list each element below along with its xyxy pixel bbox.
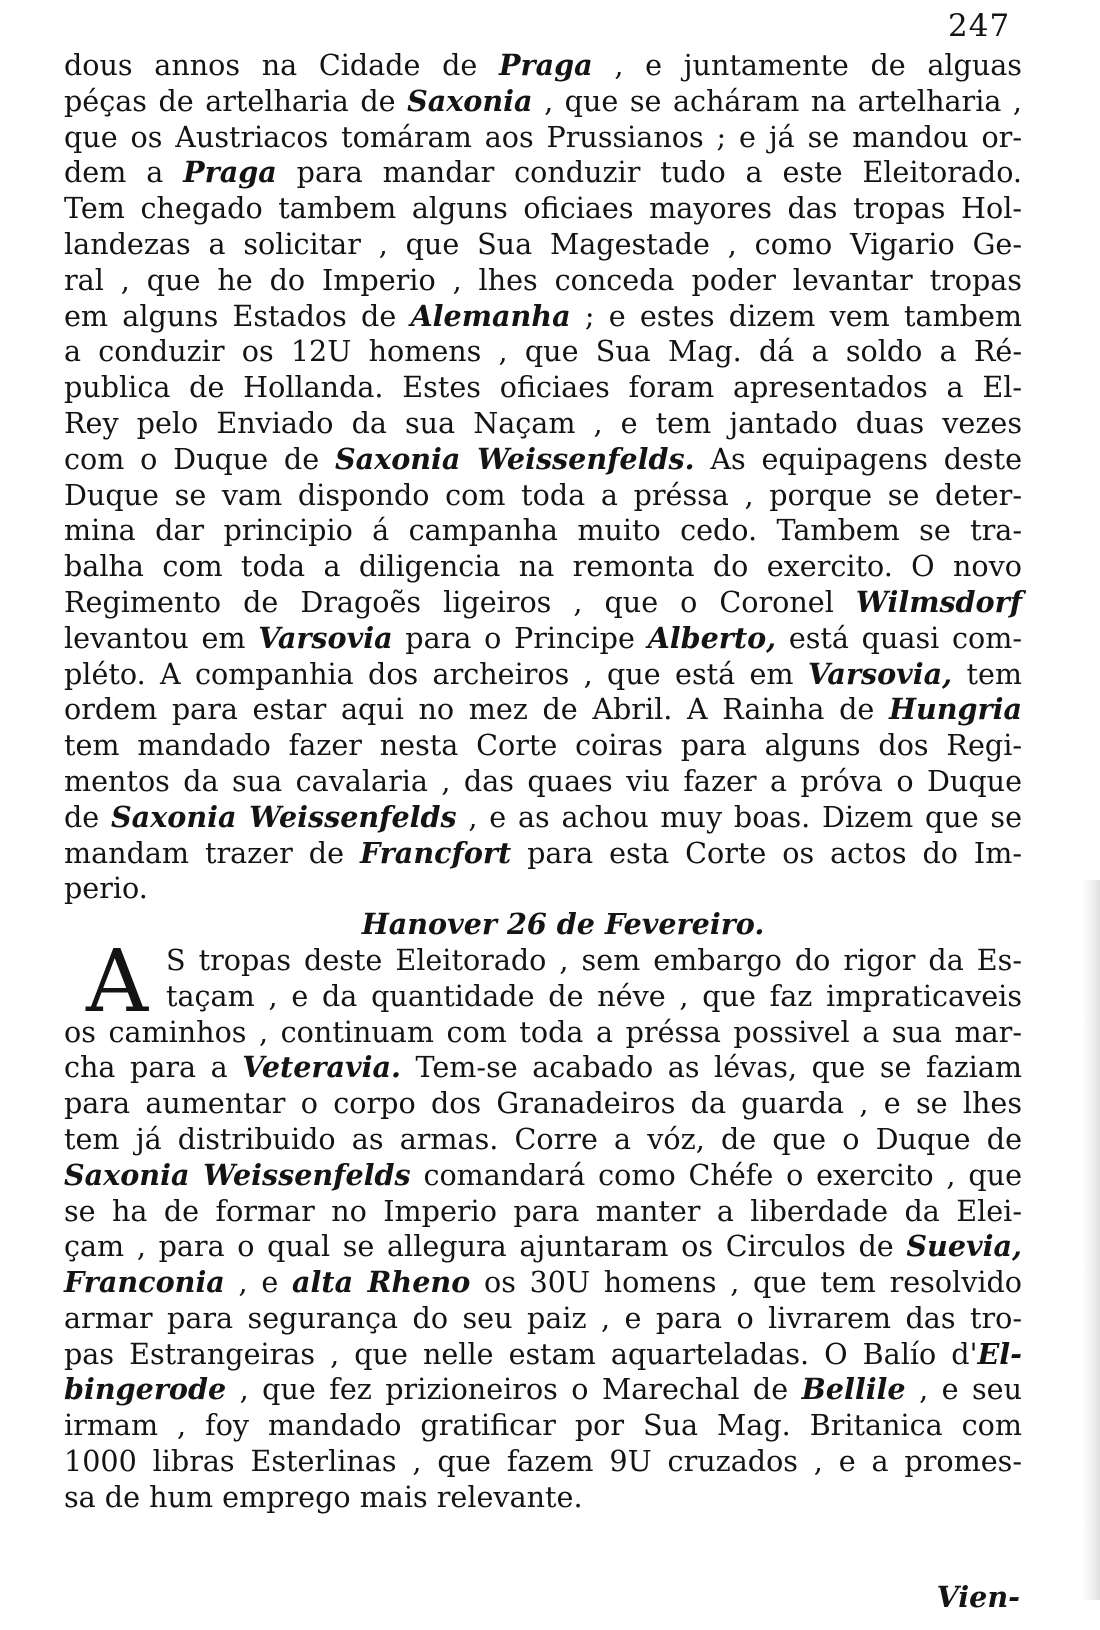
text-segment: tem mandado fazer nesta Corte coiras para alguns dos Regi-	[64, 728, 1022, 763]
text-segment: , e seu	[905, 1372, 1022, 1407]
italic-name: Saxonia Weissenfelds	[64, 1157, 411, 1192]
italic-name: Praga	[499, 48, 593, 82]
text-line	[64, 1158, 1022, 1194]
italic-name: Praga	[183, 155, 277, 190]
page-number: 247	[948, 8, 1011, 44]
italic-name: Suevia,	[906, 1229, 1022, 1264]
text-line	[64, 1050, 1022, 1086]
text-line	[64, 1122, 1022, 1158]
italic-name: Bellile	[801, 1372, 906, 1407]
text-segment: , que se acháram na artelharia ,	[532, 83, 1022, 118]
text-line	[64, 979, 1022, 1015]
text-line	[64, 800, 1022, 836]
text-line	[64, 1372, 1022, 1408]
text-segment: péças de artelharia de	[64, 83, 408, 118]
paragraph-prague-report	[64, 48, 1022, 907]
paragraph-hanover-report	[64, 931, 1023, 1516]
italic-name: Wilmsdorf	[855, 584, 1022, 619]
text-segment: dous annos na Cidade de	[64, 48, 500, 82]
text-line	[64, 549, 1022, 585]
text-line	[64, 1408, 1022, 1444]
text-segment: Duque se vam dispondo com toda a préssa , porque se deter-	[64, 477, 1022, 512]
italic-name: alta Rheno	[291, 1265, 471, 1300]
text-line	[64, 513, 1022, 549]
text-segment: em alguns Estados de	[64, 298, 411, 333]
text-line	[64, 764, 1022, 800]
catchword: Vien-	[936, 1580, 1020, 1614]
text-line	[64, 299, 1022, 335]
text-segment: taçam , e da quantidade de néve , que faz impraticaveis	[166, 978, 1022, 1013]
text-segment: armar para segurança do seu paiz , e para o livrarem das tro-	[64, 1300, 1022, 1335]
text-line	[64, 406, 1022, 442]
text-line	[64, 1480, 1022, 1516]
text-line	[64, 1265, 1022, 1301]
text-segment: para esta Corte os actos do Im-	[511, 835, 1022, 870]
text-segment: mina dar principio á campanha muito cedo. Tambem se tra-	[64, 513, 1022, 548]
text-segment: S tropas deste Eleitorado , sem embargo do rigor da Es-	[166, 942, 1022, 977]
text-segment: irmam , foy mandado gratificar por Sua Mag. Britanica com	[64, 1408, 1022, 1443]
text-line	[64, 1444, 1022, 1480]
text-line	[64, 442, 1022, 478]
text-line	[64, 1194, 1022, 1230]
text-segment: 1000 libras Esterlinas , que fazem 9U cruzados , e a promes-	[64, 1444, 1022, 1479]
text-segment: levantou em	[64, 620, 259, 655]
page-edge-shadow	[1082, 880, 1100, 1600]
text-segment: os 30U homens , que tem resolvido	[470, 1265, 1023, 1300]
text-line	[64, 334, 1022, 370]
italic-name: Varsovia,	[807, 656, 953, 691]
text-line	[64, 1301, 1022, 1337]
text-segment: pléto. A companhia dos archeiros , que está em	[64, 656, 808, 691]
text-segment: se ha de formar no Imperio para manter a liberdade da Elei-	[64, 1193, 1022, 1228]
dateline-hanover: Hanover 26 de Fevereiro.	[361, 907, 765, 942]
text-segment: Regimento de Dragoẽs ligeiros , que o Coronel	[64, 584, 856, 619]
text-segment: balha com toda a diligencia na remonta do exercito. O novo	[64, 549, 1022, 584]
italic-name: bingerode	[64, 1372, 227, 1407]
text-line	[64, 191, 1022, 227]
text-segment: As equipagens deste	[694, 441, 1023, 476]
italic-name: Alberto,	[647, 620, 777, 655]
text-line	[64, 478, 1022, 514]
text-segment: para mandar conduzir tudo a este Eleitorado.	[276, 155, 1022, 190]
text-segment: Rey pelo Enviado da sua Naçam , e tem jantado duas vezes	[64, 405, 1022, 440]
text-segment: ral , que he do Imperio , lhes conceda poder levantar tropas	[64, 262, 1022, 297]
text-line	[64, 657, 1022, 693]
text-line	[64, 1337, 1022, 1373]
body-text	[64, 48, 1022, 1516]
text-segment: que os Austriacos tomáram aos Prussianos ; e já se mandou or-	[64, 119, 1022, 154]
text-segment: , e juntamente de alguas	[592, 48, 1022, 82]
text-segment: dem a	[64, 155, 184, 190]
italic-name: Saxonia Weissenfelds.	[334, 441, 695, 476]
text-segment: está quasi com-	[776, 620, 1022, 655]
text-segment: , e	[224, 1265, 292, 1300]
text-line	[64, 692, 1022, 728]
text-segment: para aumentar o corpo dos Granadeiros da guarda , e se lhes	[64, 1086, 1022, 1121]
italic-name: Hungria	[888, 692, 1022, 727]
text-line	[64, 1229, 1022, 1265]
text-segment: com o Duque de	[64, 441, 335, 476]
italic-name: Varsovia	[258, 620, 393, 655]
text-segment: para o Principe	[392, 620, 648, 655]
text-line	[64, 1015, 1022, 1051]
text-segment: mandam trazer de	[64, 835, 360, 870]
text-line	[64, 48, 1022, 84]
text-line	[64, 836, 1022, 872]
text-line	[64, 943, 1022, 979]
italic-name: Veteravia.	[242, 1050, 401, 1085]
text-segment: , que fez prizioneiros o Marechal de	[226, 1372, 802, 1407]
drop-cap-initial: A	[86, 931, 149, 1032]
text-segment: publica de Hollanda. Estes oficiaes foram apresentados a El-	[64, 370, 1022, 405]
text-segment: os caminhos , continuam com toda a préssa possivel a sua mar-	[64, 1014, 1022, 1049]
italic-name: El-	[977, 1336, 1022, 1371]
text-segment: pas Estrangeiras , que nelle estam aquarteladas. O Balío d'	[64, 1336, 978, 1371]
italic-name: Alemanha	[410, 298, 571, 333]
text-segment: perio.	[64, 871, 148, 906]
text-segment: ; e estes dizem vem tambem	[570, 298, 1022, 333]
text-segment: sa de hum emprego mais relevante.	[64, 1479, 583, 1514]
text-line	[64, 871, 1022, 907]
italic-name: Saxonia Weissenfelds	[111, 799, 457, 834]
text-segment: comandará como Chéfe o exercito , que	[410, 1157, 1022, 1192]
text-line	[64, 263, 1022, 299]
text-segment: tem já distribuido as armas. Corre a vóz, de que o Duque de	[64, 1121, 1022, 1156]
italic-name: Saxonia	[407, 83, 533, 118]
text-segment: a conduzir os 12U homens , que Sua Mag. dá a soldo a Ré-	[64, 334, 1022, 369]
text-segment: de	[64, 799, 112, 834]
text-segment: , e as achou muy boas. Dizem que se	[456, 799, 1023, 834]
text-line	[64, 1086, 1022, 1122]
text-line	[64, 585, 1022, 621]
text-line	[64, 370, 1022, 406]
text-segment: Tem chegado tambem alguns oficiaes mayores das tropas Hol-	[64, 191, 1022, 226]
text-segment: tem	[952, 656, 1022, 691]
text-line	[64, 155, 1022, 191]
text-segment: Tem-se acabado as lévas, que se faziam	[400, 1050, 1022, 1085]
text-line	[64, 84, 1022, 120]
text-line	[64, 120, 1022, 156]
text-segment: ordem para estar aqui no mez de Abril. A Rainha de	[64, 692, 889, 727]
text-line	[64, 227, 1022, 263]
text-segment: landezas a solicitar , que Sua Magestade , como Vigario Ge-	[64, 226, 1022, 261]
text-line	[64, 728, 1022, 764]
italic-name: Francfort	[359, 835, 512, 870]
text-line	[64, 621, 1022, 657]
italic-name: Franconia	[64, 1265, 225, 1300]
text-segment: çam , para o qual se allegura ajuntaram os Circulos de	[64, 1229, 907, 1264]
text-segment: mentos da sua cavalaria , das quaes viu fazer a próva o Duque	[64, 763, 1022, 798]
paragraph-hanover-lines	[64, 1015, 1022, 1516]
text-segment: cha para a	[64, 1050, 243, 1085]
